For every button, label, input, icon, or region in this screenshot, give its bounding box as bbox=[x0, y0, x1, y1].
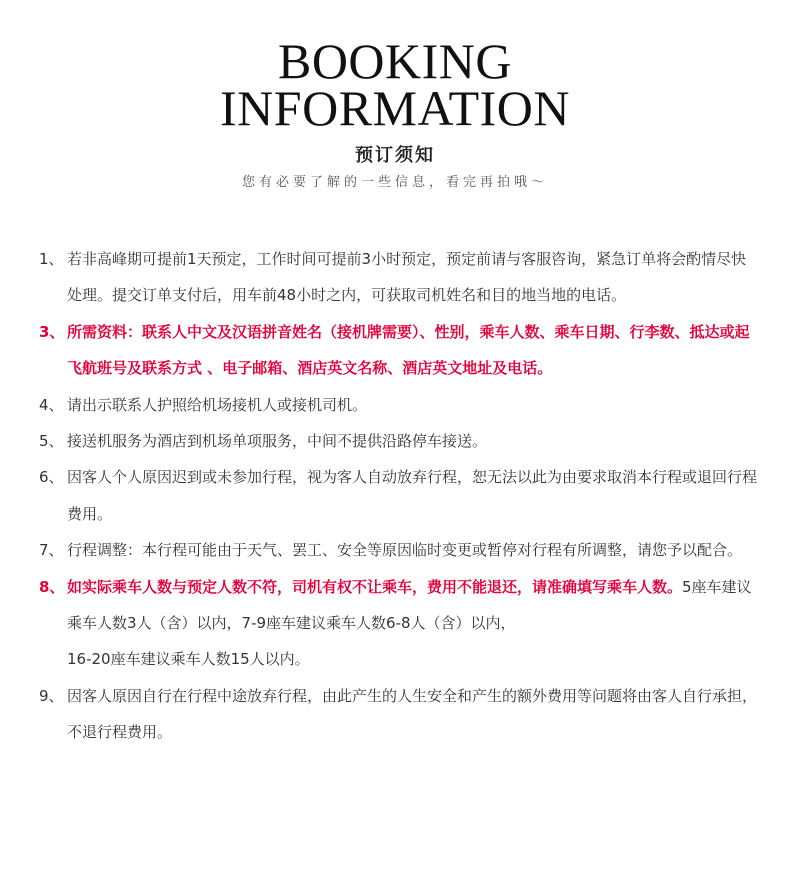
title-line-2: INFORMATION bbox=[220, 80, 570, 136]
note-item-6 bbox=[39, 459, 759, 532]
note-text bbox=[67, 569, 759, 678]
note-text: 因客人原因自行在行程中途放弃行程，由此产生的人生安全和产生的额外费用等问题将由客人自行承担，不退行程费用。 bbox=[67, 686, 758, 742]
tagline: 您有必要了解的一些信息，看完再拍哦～ bbox=[241, 175, 548, 190]
note-text: 请出示联系人护照给机场接机人或接机司机。 bbox=[67, 395, 368, 414]
note-number: 9、 bbox=[39, 686, 64, 705]
note-text-bold: 如实际乘车人数与预定人数不符，司机有权不让乘车，费用不能退还，请准确填写乘车人数。 bbox=[67, 577, 683, 596]
note-number: 8、 bbox=[39, 577, 65, 596]
note-item-4 bbox=[39, 387, 759, 423]
note-item-7 bbox=[39, 532, 759, 568]
note-number: 3、 bbox=[39, 322, 65, 341]
note-item-1 bbox=[39, 241, 759, 314]
page-header bbox=[0, 33, 790, 192]
note-item-5 bbox=[39, 423, 759, 459]
note-text: 接送机服务为酒店到机场单项服务，中间不提供沿路停车接送。 bbox=[67, 432, 488, 451]
subtitle: 预订须知 bbox=[355, 145, 435, 166]
note-text-plain-2: 16-20座车建议乘车人数15人以内。 bbox=[67, 650, 310, 669]
note-number: 1、 bbox=[39, 250, 64, 268]
note-text-plain: 5座车建议乘车人数3人（含）以内，7-9座车建议乘车人数6-8人（含）以内， bbox=[67, 577, 752, 633]
note-text: 所需资料：联系人中文及汉语拼音姓名（接机牌需要）、性别，乘车人数、乘车日期、行李数、抵达或起飞航班号及联系方式 、电子邮箱、酒店英文名称、酒店英文地址及电话。 bbox=[67, 322, 750, 378]
note-text: 若非高峰期可提前1天预定，工作时间可提前3小时预定，预定前请与客服咨询，紧急订单将会酌情尽快处理。提交订单支付后，用车前48小时之内，可获取司机姓名和目的地当地的电话。 bbox=[67, 250, 747, 305]
note-text: 因客人个人原因迟到或未参加行程，视为客人自动放弃行程，恕无法以此为由要求取消本行程或退回行程费用。 bbox=[67, 468, 758, 523]
note-item-9 bbox=[39, 678, 759, 751]
title-line-1: BOOKING bbox=[277, 33, 513, 89]
note-number: 7、 bbox=[39, 541, 64, 560]
notes-list bbox=[39, 241, 759, 751]
note-item-3 bbox=[39, 314, 759, 387]
note-number: 5、 bbox=[39, 432, 64, 451]
note-number: 4、 bbox=[39, 395, 64, 414]
note-item-8 bbox=[39, 569, 759, 678]
note-text: 行程调整：本行程可能由于天气、罢工、安全等原因临时变更或暂停对行程有所调整，请您予以配合。 bbox=[67, 541, 743, 560]
note-number: 6、 bbox=[39, 468, 64, 487]
